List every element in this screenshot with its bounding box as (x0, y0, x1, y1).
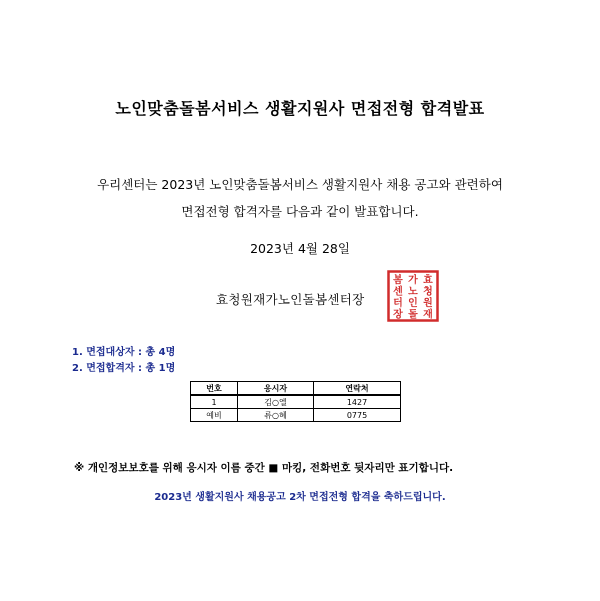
header-contact: 연락처 (314, 382, 401, 396)
seal-character: 터 (393, 298, 403, 309)
table-row (191, 409, 401, 422)
official-seal-stamp (387, 270, 439, 322)
announcement-date: 2023년 4월 28일 (250, 241, 350, 256)
summary-list (72, 345, 175, 377)
privacy-note: ※ 개인정보보호를 위해 응시자 이름 중간 ■ 마킹, 전화번호 뒷자리만 표기합니다. (74, 462, 454, 474)
cell-applicant: 김○엘 (238, 395, 314, 409)
table-header-row (191, 382, 401, 396)
seal-character: 가 (408, 275, 418, 286)
seal-character: 돌 (408, 309, 418, 321)
cell-contact: 0775 (314, 409, 401, 422)
seal-character: 인 (408, 298, 418, 309)
cell-number: 예비 (191, 409, 238, 422)
table-row (191, 395, 401, 409)
seal-character: 원 (423, 298, 433, 309)
seal-character: 봄 (393, 275, 403, 286)
seal-character: 장 (393, 309, 403, 321)
cell-applicant: 류○혜 (238, 409, 314, 422)
intro-line-2: 면접전형 합격자를 다음과 같이 발표합니다. (181, 204, 419, 219)
results-table (190, 381, 401, 422)
cell-contact: 1427 (314, 395, 401, 409)
cell-number: 1 (191, 395, 238, 409)
seal-character: 청 (423, 286, 433, 298)
congratulations-message: 2023년 생활지원사 채용공고 2차 면접전형 합격을 축하드립니다. (154, 492, 446, 503)
header-applicant: 응시자 (238, 382, 314, 396)
summary-item-candidates: 1. 면접대상자 : 총 4명 (72, 347, 176, 358)
intro-line-1: 우리센터는 2023년 노인맞춤돌봄서비스 생활지원사 채용 공고와 관련하여 (97, 177, 503, 192)
header-number: 번호 (191, 382, 238, 396)
page-title: 노인맞춤돌봄서비스 생활지원사 면접전형 합격발표 (115, 99, 485, 118)
summary-item-passed: 2. 면접합격자 : 총 1명 (72, 363, 176, 374)
seal-character: 효 (423, 275, 433, 286)
seal-character: 노 (408, 286, 418, 298)
seal-character: 재 (423, 309, 433, 321)
organization-name: 효청원재가노인돌봄센터장 (216, 292, 365, 307)
seal-character: 센 (393, 286, 403, 298)
